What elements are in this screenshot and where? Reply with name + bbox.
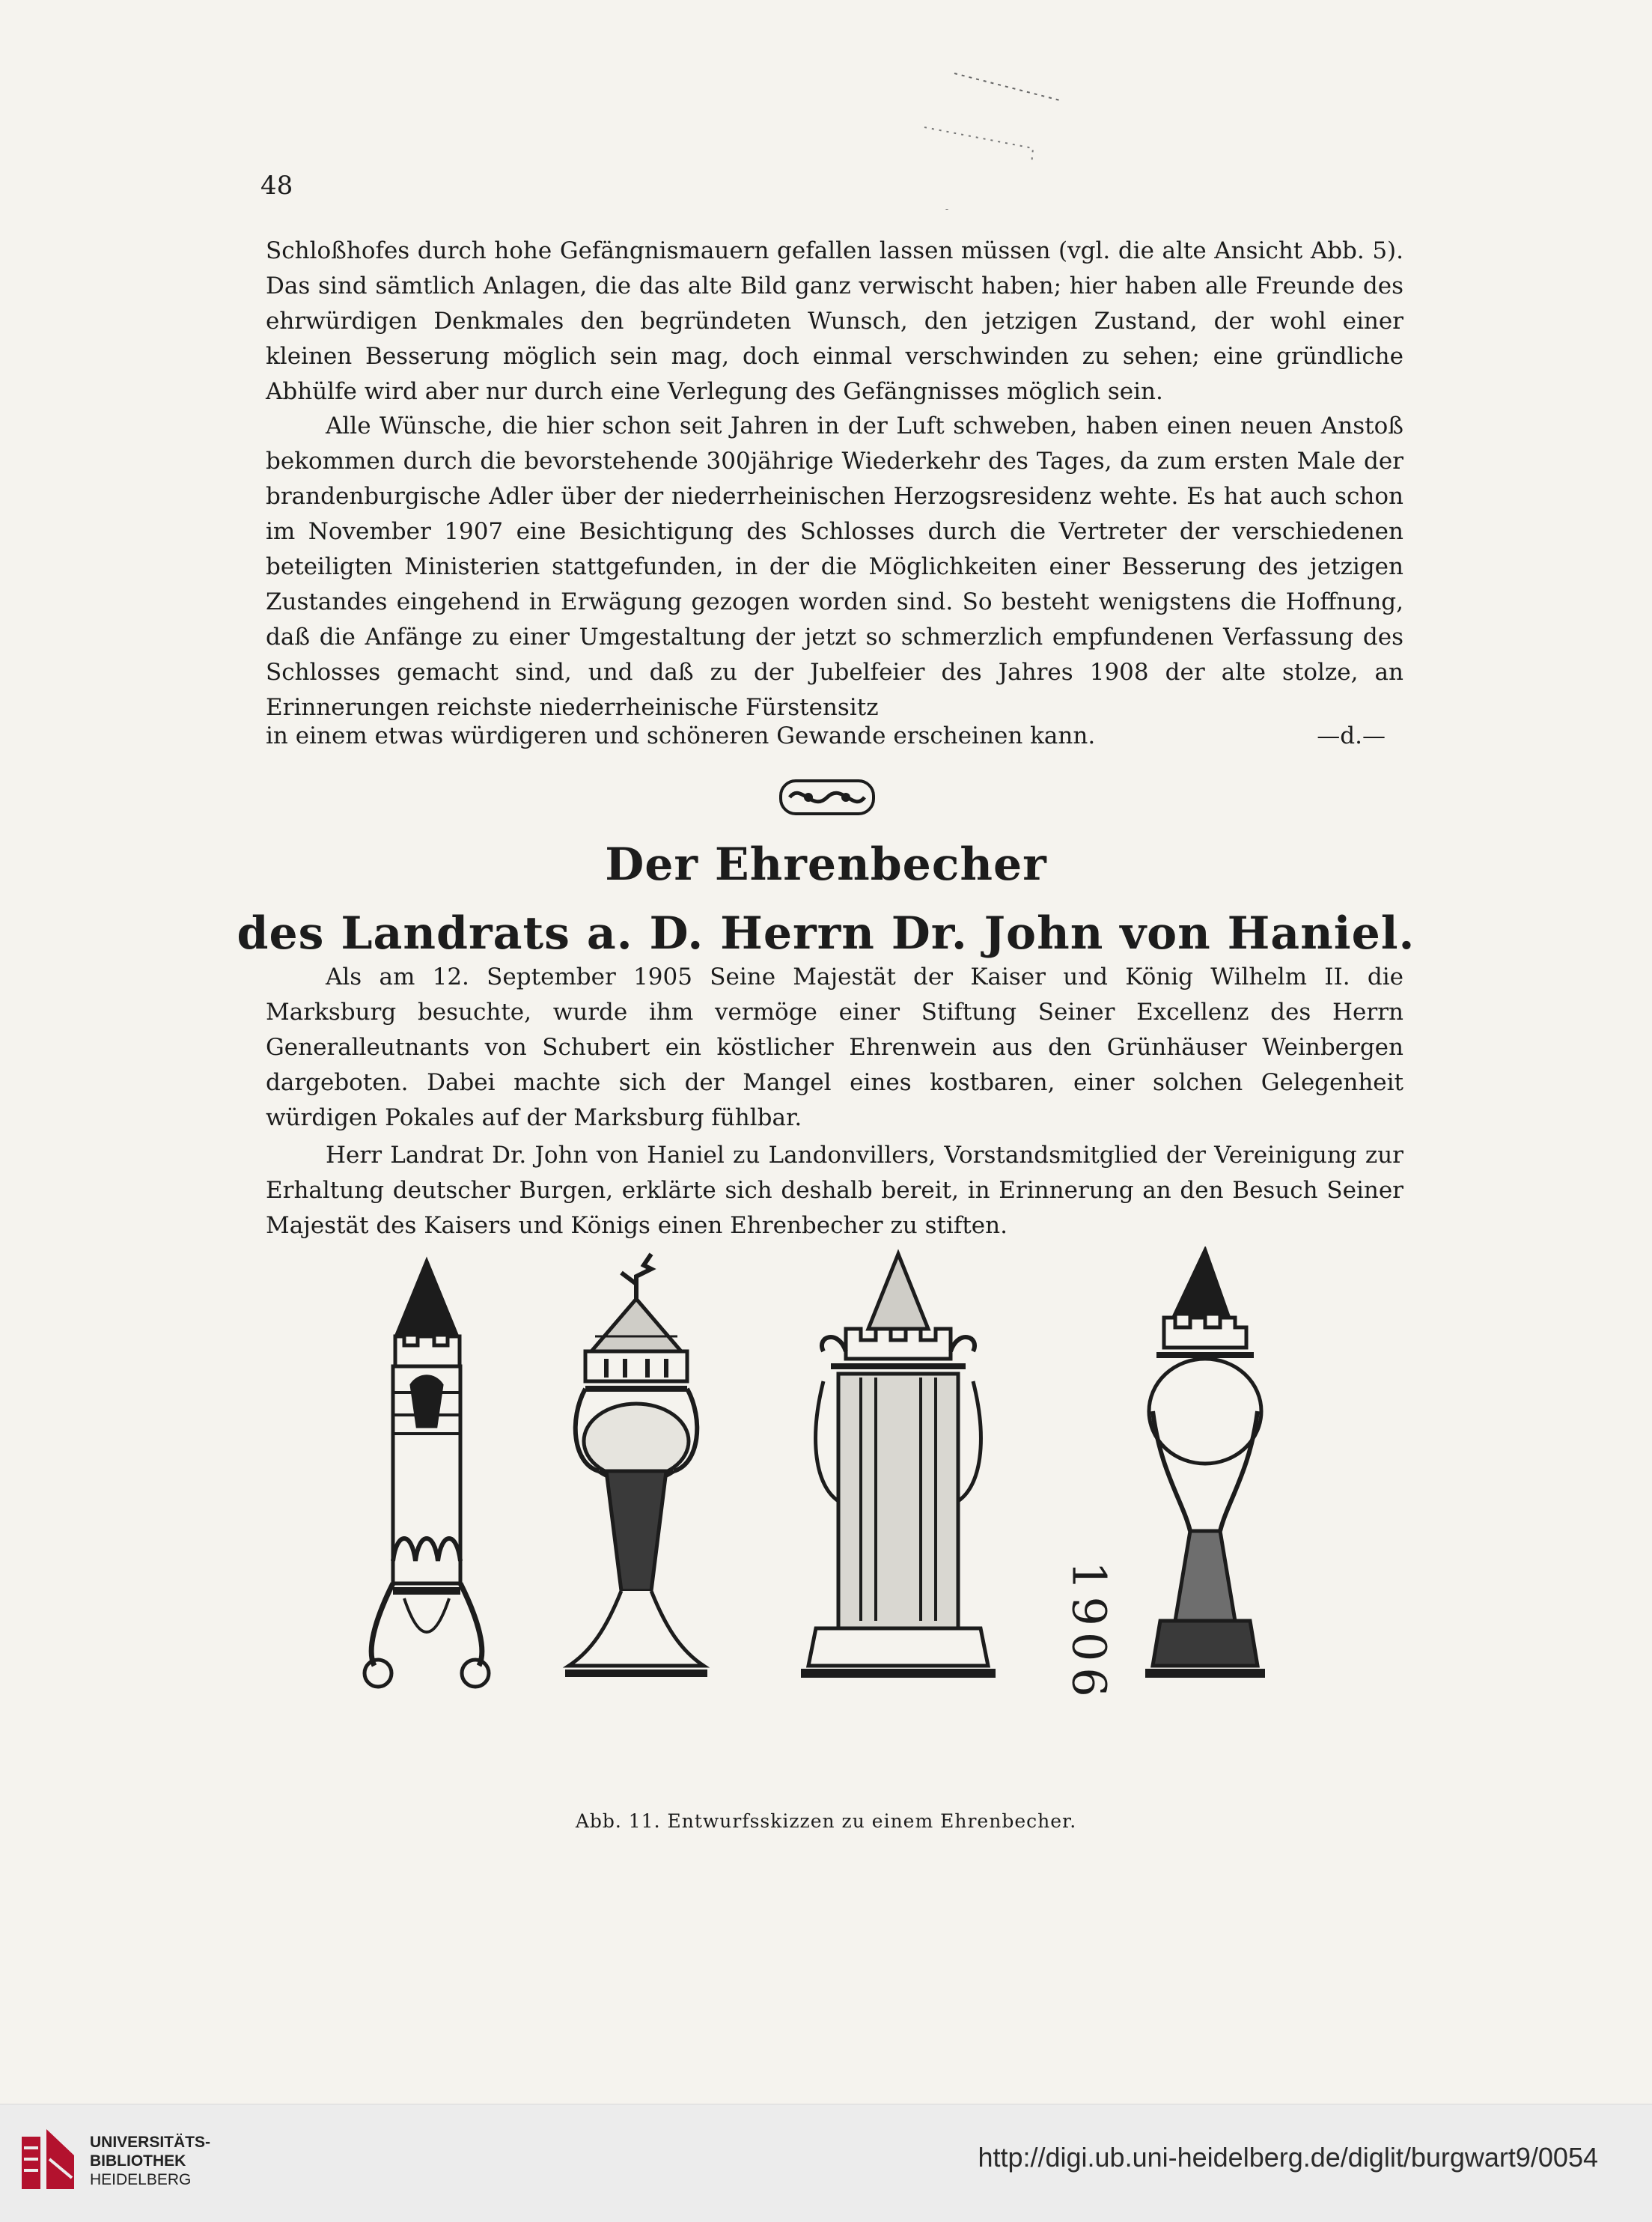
paragraph-visit: Als am 12. September 1905 Seine Majestät der Kaiser und König Wilhelm II. die Marksburg besuchte, wurde ihm vermöge einer Stiftung Seiner Excellenz des Herrn Generalleutnants von Schubert ein köstlicher Ehrenwein aus den Grünhäuser Weinbergen dargeboten. Dabei machte sich der Mangel eines kostbaren, einer solchen Gelegenheit würdigen Pokales auf der Marksburg fühlbar.: [266, 964, 1403, 1131]
source-url-link[interactable]: http://digi.ub.uni-heidelberg.de/diglit/burgwart9/0054: [978, 2142, 1598, 2173]
library-line-3: HEIDELBERG: [90, 2171, 192, 2188]
goblet-sketch-4: [1145, 1250, 1265, 1673]
goblet-sketch-1: [365, 1261, 489, 1687]
figure-caption: Abb. 11. Entwurfsskizzen zu einem Ehrenbecher.: [575, 1810, 1077, 1832]
article-title: Der Ehrenbecher: [605, 838, 1047, 891]
paragraph-continuation: Schloßhofes durch hohe Gefängnismauern gefallen lassen müssen (vgl. die alte Ansicht Abb. 5). Das sind sämtlich Anlagen, die das alte Bild ganz verwischt haben; hier haben alle Freunde des ehrwürdigen Denkmales den begründeten Wunsch, den jetzigen Zustand, der wohl einer kleinen Besserung möglich sein mag, doch einmal verschwinden zu sehen; eine gründliche Abhülfe wird aber nur durch eine Verlegung des Gefängnisses möglich sein.: [266, 237, 1403, 405]
article-subtitle: des Landrats a. D. Herrn Dr. John von Haniel.: [237, 907, 1415, 960]
library-logo-icon: [18, 2125, 78, 2193]
library-name: [90, 2133, 210, 2189]
page-number: 48: [260, 171, 293, 201]
paragraph-anniversary: Alle Wünsche, die hier schon seit Jahren in der Luft schweben, haben einen neuen Anstoß bekommen durch die bevorstehende 300jährige Wiederkehr des Tages, da zum ersten Male der brandenburgische Adler über der niederrheinischen Herzogsresidenz wehte. Es hat auch schon im November 1907 eine Besichtigung des Schlosses durch die Vertreter der verschiedenen beteiligten Ministerien stattgefunden, in der die Möglichkeiten einer Besserung des jetzigen Zustandes eingehend in Erwägung gezogen worden sind. So besteht wenigstens die Hoffnung, daß die Anfänge zu einer Umgestaltung der jetzt so schmerzlich empfundenen Verfassung des Schlosses gemacht sind, und daß zu der Jubelfeier des Jahres 1908 der alte stolze, an Erinnerungen reichste niederrheinische Fürstensitz: [266, 413, 1403, 721]
closing-line: [266, 719, 1403, 754]
author-signature: —d.—: [1317, 722, 1386, 749]
library-line-2: BIBLIOTHEK: [90, 2152, 186, 2170]
pencil-marks: [883, 60, 1078, 210]
closing-text: in einem etwas würdigeren und schöneren Gewande erscheinen kann.: [266, 722, 1096, 749]
year-mark: 1906: [1061, 1561, 1117, 1703]
ornament-divider: [778, 779, 876, 816]
goblet-sketch-2: [565, 1254, 707, 1673]
goblet-sketch-3: [801, 1254, 996, 1673]
library-line-1: UNIVERSITÄTS-: [90, 2134, 211, 2151]
library-footer: [0, 2104, 1652, 2222]
goblet-sketches: [352, 1247, 1310, 1793]
paragraph-donation: Herr Landrat Dr. John von Haniel zu Landonvillers, Vorstandsmitglied der Vereinigung zur Erhaltung deutscher Burgen, erklärte sich deshalb bereit, in Erinnerung an den Besuch Seiner Majestät des Kaisers und Königs einen Ehrenbecher zu stiften.: [266, 1142, 1403, 1239]
